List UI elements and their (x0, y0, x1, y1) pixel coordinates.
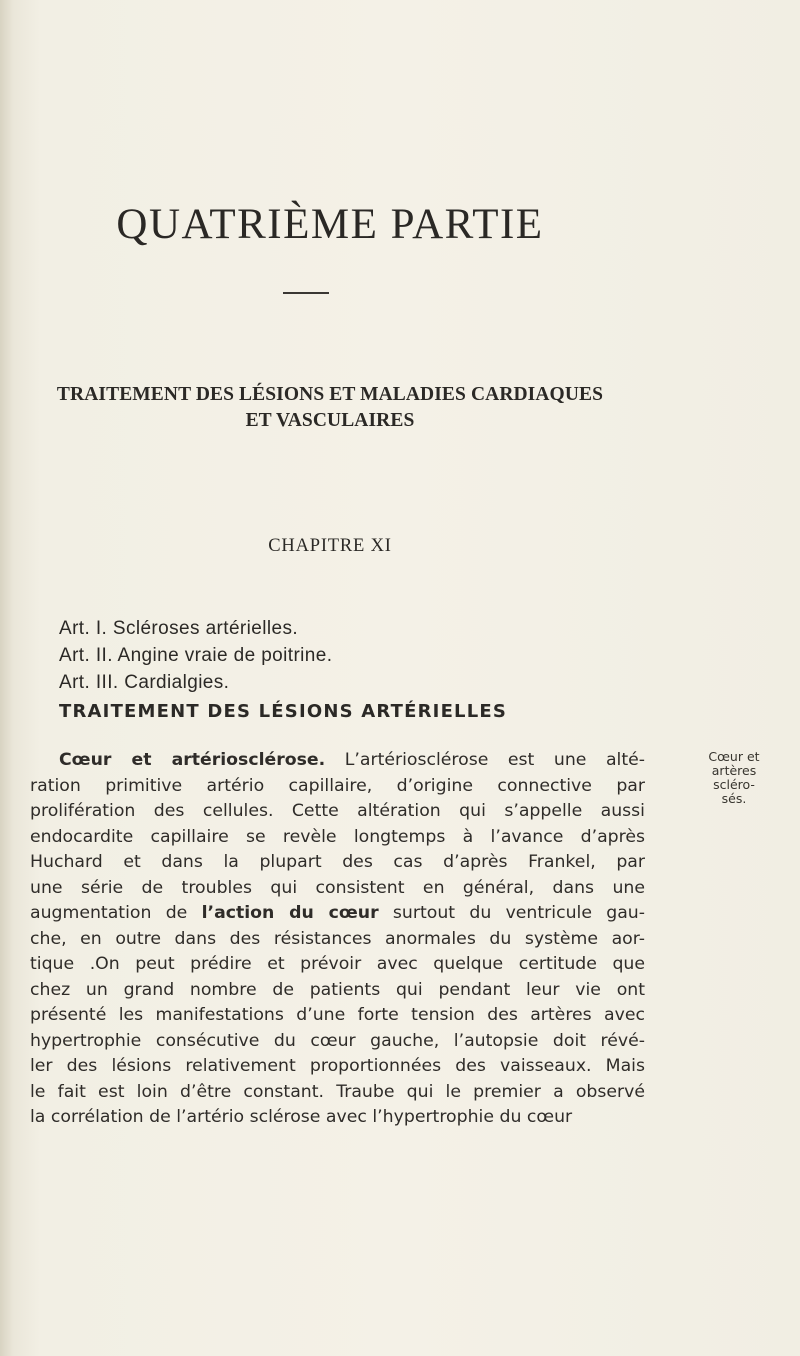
article-item: Art. I. Scléroses artérielles. (59, 618, 299, 639)
paragraph-line: ration primitive artério capillaire, d’origine connective par (30, 775, 645, 796)
section-heading: TRAITEMENT DES LÉSIONS ARTÉRIELLES (59, 701, 508, 722)
paragraph-line: endocardite capillaire se revèle longtemps à l’avance d’après (30, 826, 645, 847)
margin-note-line: Cœur et (708, 749, 760, 764)
run-in-heading: Cœur et artériosclérose. (59, 750, 326, 770)
paragraph-line: hypertrophie consécutive du cœur gauche, l’autopsie doit révé- (30, 1030, 645, 1051)
paragraph-line: ler des lésions relativement proportionnées des vaisseaux. Mais (30, 1056, 645, 1076)
section-title-line-1: TRAITEMENT DES LÉSIONS ET MALADIES CARDIAQUES (56, 384, 604, 405)
title-rule (283, 292, 329, 294)
margin-note (702, 750, 766, 806)
margin-note-line: sés. (721, 791, 747, 806)
article-item: Art. III. Cardialgies. (59, 672, 230, 693)
emphasis-text: l’action du cœur (201, 903, 379, 923)
margin-note-line: scléro- (713, 777, 755, 792)
paragraph-line: tique .On peut prédire et prévoir avec quelque certitude que (30, 954, 645, 974)
body-paragraph (30, 748, 645, 1131)
paragraph-line (30, 748, 645, 774)
section-title-line-2: ET VASCULAIRES (245, 410, 415, 431)
paragraph-line: prolifération des cellules. Cette altération qui s’appelle aussi (30, 801, 645, 821)
article-item: Art. II. Angine vraie de poitrine. (59, 645, 333, 666)
paragraph-line: Huchard et dans la plupart des cas d’après Frankel, par (30, 852, 645, 872)
line-text: L’artériosclérose est une alté- (325, 750, 646, 770)
chapter-title: CHAPITRE XI (268, 536, 392, 556)
article-list (59, 615, 332, 696)
line-text: augmentation de (30, 903, 202, 923)
paragraph-line: présenté les manifestations d’une forte tension des artères avec (30, 1005, 645, 1025)
paragraph-line (30, 901, 645, 927)
part-title: QUATRIÈME PARTIE (116, 201, 544, 248)
paragraph-line: la corrélation de l’artério sclérose avec l’hypertrophie du cœur (30, 1107, 573, 1127)
paragraph-line: che, en outre dans des résistances anormales du système aor- (30, 928, 645, 949)
paragraph-line: une série de troubles qui consistent en général, dans une (30, 877, 645, 898)
paragraph-line: le fait est loin d’être constant. Traube qui le premier a observé (30, 1081, 645, 1102)
margin-note-line: artères (711, 763, 757, 778)
line-text: surtout du ventricule gau- (378, 903, 645, 923)
paragraph-line: chez un grand nombre de patients qui pendant leur vie ont (30, 979, 645, 1000)
